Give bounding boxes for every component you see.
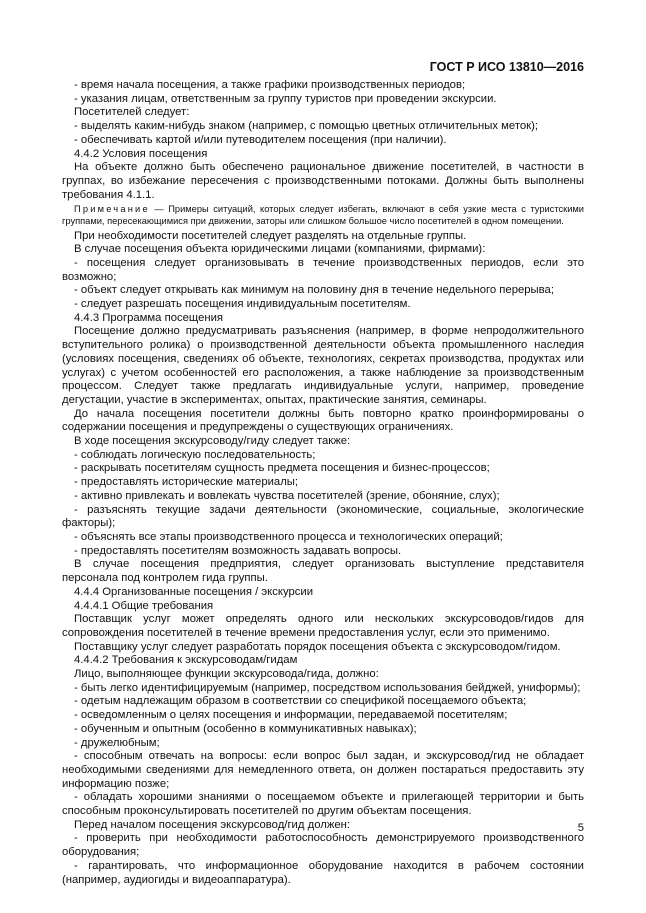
list-item: - обученным и опытным (особенно в коммуникативных навыках);	[74, 722, 417, 735]
list-item: - гарантировать, что информационное оборудование находится в рабочем состоянии (например, аудиогиды и видеоаппаратура).	[62, 859, 584, 886]
list-item: - одетым надлежащим образом в соответствии со спецификой посещаемого объекта;	[74, 695, 527, 708]
document-code: ГОСТ Р ИСО 13810—2016	[429, 60, 584, 74]
list-item: - время начала посещения, а также графики производственных периодов;	[74, 79, 466, 91]
list-item: - разъяснять текущие задачи деятельности (экономические, социальные, экологические факторы);	[62, 503, 584, 530]
paragraph: Поставщик услуг может определять одного или нескольких экскурсоводов/гидов для сопровождения посетителей в течение времени предоставления услуг, если это применимо.	[62, 613, 584, 639]
paragraph: Лицо, выполняющее функции экскурсовода/гида, должно:	[74, 668, 379, 681]
list-item: - соблюдать логическую последовательность;	[74, 448, 316, 461]
paragraph: В случае посещения предприятия, следует организовать выступление представителя персонала под контролем гида группы.	[62, 558, 584, 585]
list-item: - посещения следует организовывать в течение производственных периодов, если это возможно;	[62, 256, 584, 283]
page-number: 5	[577, 822, 584, 834]
paragraph: Перед началом посещения экскурсовод/гид должен:	[74, 818, 351, 831]
list-item: - дружелюбным;	[74, 736, 160, 749]
paragraph: До начала посещения посетители должны быть повторно кратко проинформированы о содержании посещения и предупреждены о существующих ограничениях.	[62, 407, 584, 434]
list-item: - предоставлять исторические материалы;	[74, 476, 299, 489]
list-item: - объект следует открывать как минимум на половину дня в течение недельного перерыва;	[74, 284, 554, 297]
list-item: - следует разрешать посещения индивидуальным посетителям.	[74, 298, 411, 311]
section-heading-4-4-4-2: 4.4.4.2 Требования к экскурсоводам/гидам	[74, 654, 298, 667]
paragraph: В ходе посещения экскурсоводу/гиду следует также:	[74, 435, 351, 448]
list-item: - осведомленным о целях посещения и информации, передаваемой посетителям;	[74, 709, 508, 722]
list-item: - выделять каким-нибудь знаком (например, с помощью цветных отличительных меток);	[74, 120, 538, 133]
paragraph: Посетителей следует:	[74, 106, 190, 119]
paragraph: Посещение должно предусматривать разъяснения (например, в форме непродолжительного вступительного ролика) о производственной деятельности объекта промышленного наследия (условиях посещения, сведениях об объекте, технологиях, секретах производства, продуктах или услугах) с учетом особенностей его расположения, а также наблюдение за производственным процессом. Следует также предлагать индивидуальные услуги, например, проведение дегустации, участие в экспериментах, опытах, практические занятия, семинары.	[62, 325, 584, 406]
section-heading-4-4-3: 4.4.3 Программа посещения	[74, 311, 224, 324]
note	[62, 204, 584, 227]
list-item: - предоставлять посетителям возможность задавать вопросы.	[74, 544, 402, 557]
section-heading-4-4-2: 4.4.2 Условия посещения	[74, 147, 208, 160]
note-label: Примечание	[74, 204, 150, 215]
section-heading-4-4-4-1: 4.4.4.1 Общие требования	[74, 599, 214, 612]
note-dash: —	[154, 204, 164, 215]
paragraph: При необходимости посетителей следует разделять на отдельные группы.	[74, 229, 467, 242]
list-item: - указания лицам, ответственным за группу туристов при проведении экскурсии.	[74, 92, 497, 105]
list-item: - объяснять все этапы производственного процесса и технологических операций;	[74, 530, 503, 543]
list-item: - проверить при необходимости работоспособность демонстрируемого производственного оборудования;	[62, 832, 584, 859]
list-item: - активно привлекать и вовлекать чувства посетителей (зрение, обоняние, слух);	[74, 489, 500, 502]
list-item: - быть легко идентифицируемым (например, посредством использования бейджей, униформы);	[74, 681, 581, 694]
list-item: - раскрывать посетителям сущность предмета посещения и бизнес-процессов;	[74, 462, 490, 475]
paragraph: Поставщику услуг следует разработать порядок посещения объекта с экскурсоводом/гидом.	[74, 640, 561, 653]
section-heading-4-4-4: 4.4.4 Организованные посещения / экскурсии	[74, 585, 314, 598]
note-text: Примеры ситуаций, которых следует избегать, включают в себя узкие места с туристскими группами, пересекающимися при движении, заторы или слишком большое число посетителей в одном помещении.	[62, 204, 584, 226]
page-body	[62, 79, 584, 887]
paragraph: На объекте должно быть обеспечено рациональное движение посетителей, в частности в группах, во избежание пересечения с производственными потоками. Должны быть выполнены требования 4.1.1.	[62, 161, 584, 201]
list-item: - способным отвечать на вопросы: если вопрос был задан, и экскурсовод/гид не обладает необходимыми сведениями для немедленного ответа, он должен постараться предоставить эту информацию позже;	[62, 750, 584, 790]
list-item: - обеспечивать картой и/или путеводителем посещения (при наличии).	[74, 133, 447, 146]
paragraph: В случае посещения объекта юридическими лицами (компаниями, фирмами):	[74, 243, 486, 256]
list-item: - обладать хорошими знаниями о посещаемом объекте и прилегающей территории и быть способным проконсультировать посетителей по другим объектам посещения.	[62, 791, 584, 818]
